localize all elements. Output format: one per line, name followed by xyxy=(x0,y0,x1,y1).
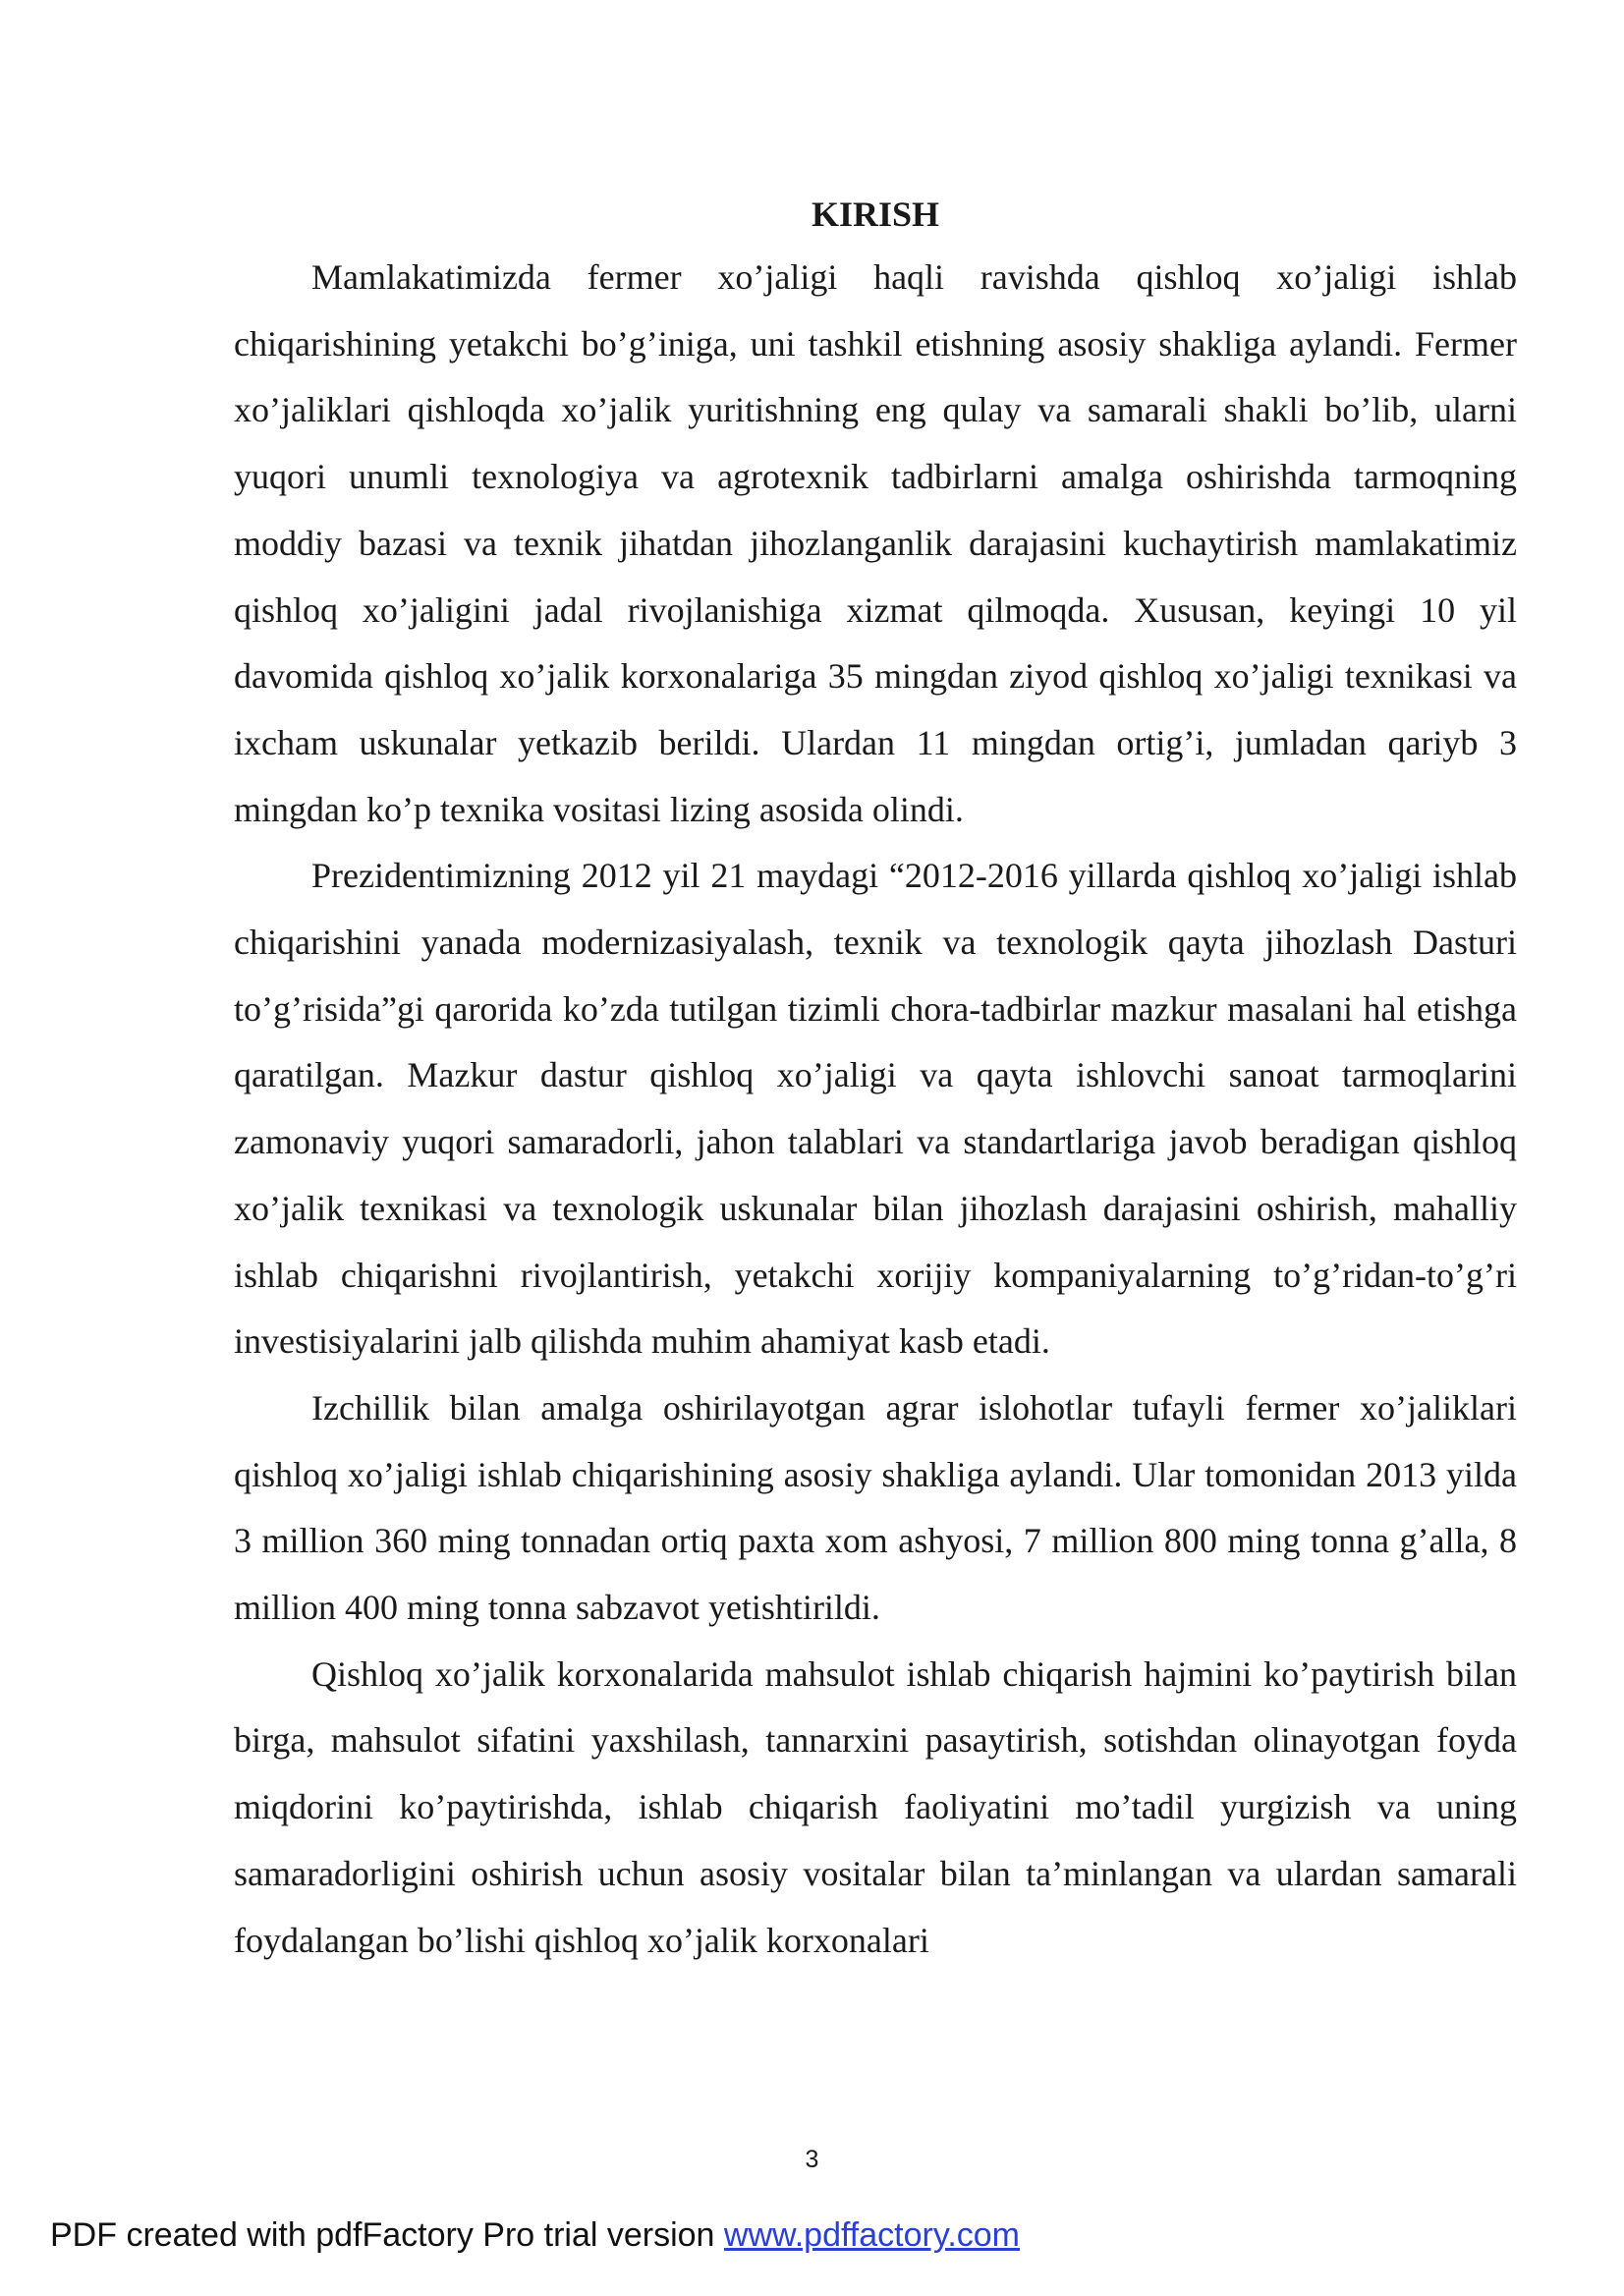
footer-prefix: PDF created with pdfFactory Pro trial version xyxy=(50,2216,724,2254)
pdf-footer xyxy=(50,2215,1020,2255)
paragraph-4: Qishloq xo’jalik korxonalarida mahsulot ishlab chiqarish hajmini ko’paytirish bilan birga, mahsulot sifatini yaxshilash, tannarxini pasaytirish, sotishdan olinayotgan foyda miqdorini ko’paytirishda, ishlab chiqarish faoliyatini mo’tadil yurgizish va uning samaradorligini oshirish uchun asosiy vositalar bilan ta’minlangan va ulardan samarali foydalangan bo’lishi qishloq xo’jalik korxonalari xyxy=(234,1653,1517,1960)
page-title: KIRISH xyxy=(811,195,940,234)
footer-link[interactable]: www.pdffactory.com xyxy=(723,2216,1020,2254)
paragraph-2: Prezidentimizning 2012 yil 21 maydagi “2012-2016 yillarda qishloq xo’jaligi ishlab chiqarishini yanada modernizasiyalash, texnik va texnologik qayta jihozlash Dasturi to’g’risida”gi qarorida ko’zda tutilgan tizimli chora-tadbirlar mazkur masalani hal etishga qaratilgan. Mazkur dastur qishloq xo’jaligi va qayta ishlovchi sanoat tarmoqlarini zamonaviy yuqori samaradorli, jahon talablari va standartlariga javob beradigan qishloq xo’jalik texnikasi va texnologik uskunalar bilan jihozlash darajasini oshirish, mahalliy ishlab chiqarishni rivojlantirish, yetakchi xorijiy kompaniyalarning to’g’ridan-to’g’ri investisiyalarini jalb qilishda muhim ahamiyat kasb etadi. xyxy=(234,856,1517,1362)
paragraph-1: Mamlakatimizda fermer xo’jaligi haqli ravishda qishloq xo’jaligi ishlab chiqarishining yetakchi bo’g’iniga, uni tashkil etishning asosiy shakliga aylandi. Fermer xo’jaliklari qishloqda xo’jalik yuritishning eng qulay va samarali shakli bo’lib, ularni yuqori unumli texnologiya va agrotexnik tadbirlarni amalga oshirishda tarmoqning moddiy bazasi va texnik jihatdan jihozlanganlik darajasini kuchaytirish mamlakatimiz qishloq xo’jaligini jadal rivojlanishiga xizmat qilmoqda. Xususan, keyingi 10 yil davomida qishloq xo’jalik korxonalariga 35 mingdan ziyod qishloq xo’jaligi texnikasi va ixcham uskunalar yetkazib berildi. Ulardan 11 mingdan ortig’i, jumladan qariyb 3 mingdan ko’p texnika vositasi lizing asosida olindi. xyxy=(234,257,1517,829)
page-number: 3 xyxy=(805,2146,819,2173)
document-body xyxy=(234,245,1517,1974)
paragraph-3: Izchillik bilan amalga oshirilayotgan agrar islohotlar tufayli fermer xo’jaliklari qishloq xo’jaligi ishlab chiqarishining asosiy shakliga aylandi. Ular tomonidan 2013 yilda 3 million 360 ming tonnadan ortiq paxta xom ashyosi, 7 million 800 ming tonna g’alla, 8 million 400 ming tonna sabzavot yetishtirildi. xyxy=(234,1387,1517,1628)
